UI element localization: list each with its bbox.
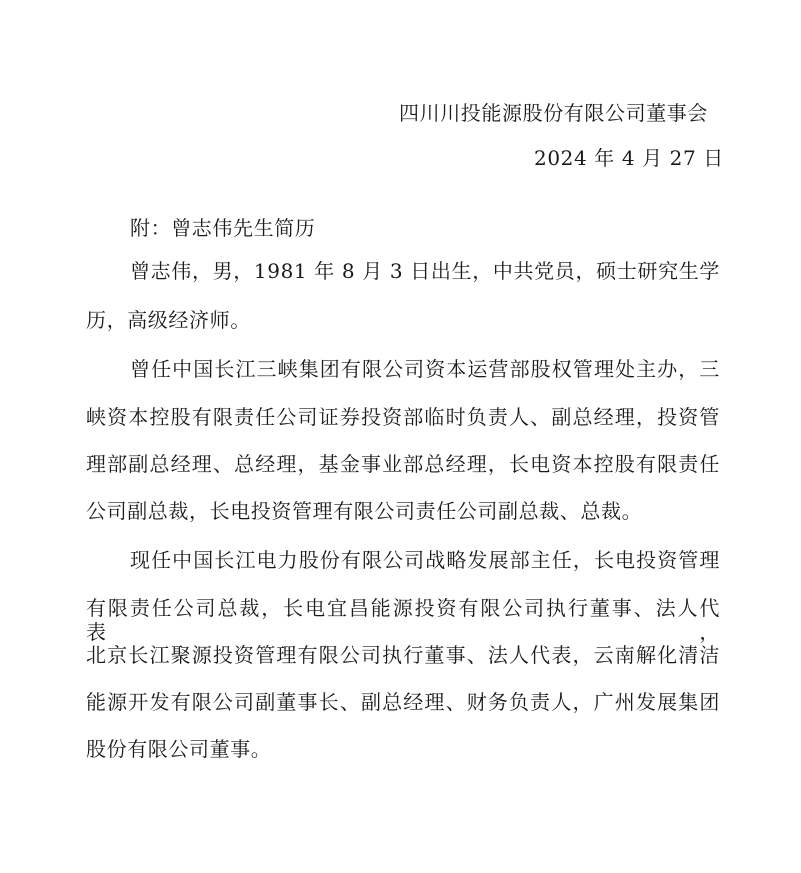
- resume-p1-line-2: 历，高级经济师。: [86, 308, 251, 332]
- signature-company: 四川川投能源股份有限公司董事会: [399, 101, 708, 125]
- resume-p2-line-4: 公司副总裁，长电投资管理有限公司责任公司副总裁、总裁。: [86, 499, 643, 523]
- resume-p3-line-4: 能源开发有限公司副董事长、副总经理、财务负责人，广州发展集团: [86, 690, 720, 714]
- resume-p1-line-1: 曾志伟，男，1981 年 8 月 3 日出生，中共党员，硕士研究生学: [130, 259, 720, 283]
- attachment-title: 附：曾志伟先生简历: [130, 216, 316, 240]
- resume-p2-line-3: 理部副总经理、总经理，基金事业部总经理，长电资本控股有限责任: [86, 452, 720, 476]
- resume-p3-line-5: 股份有限公司董事。: [86, 737, 272, 761]
- resume-p3-line-3: 北京长江聚源投资管理有限公司执行董事、法人代表，云南解化清洁: [86, 643, 720, 667]
- resume-p3-line-2: 有限责任公司总裁，长电宜昌能源投资有限公司执行董事、法人代表，: [86, 596, 720, 644]
- signature-date: 2024 年 4 月 27 日: [534, 146, 724, 170]
- resume-p3-line-1: 现任中国长江电力股份有限公司战略发展部主任，长电投资管理: [130, 548, 720, 572]
- resume-p2-line-2: 峡资本控股有限责任公司证券投资部临时负责人、副总经理，投资管: [86, 405, 720, 429]
- resume-p2-line-1: 曾任中国长江三峡集团有限公司资本运营部股权管理处主办，三: [130, 357, 720, 381]
